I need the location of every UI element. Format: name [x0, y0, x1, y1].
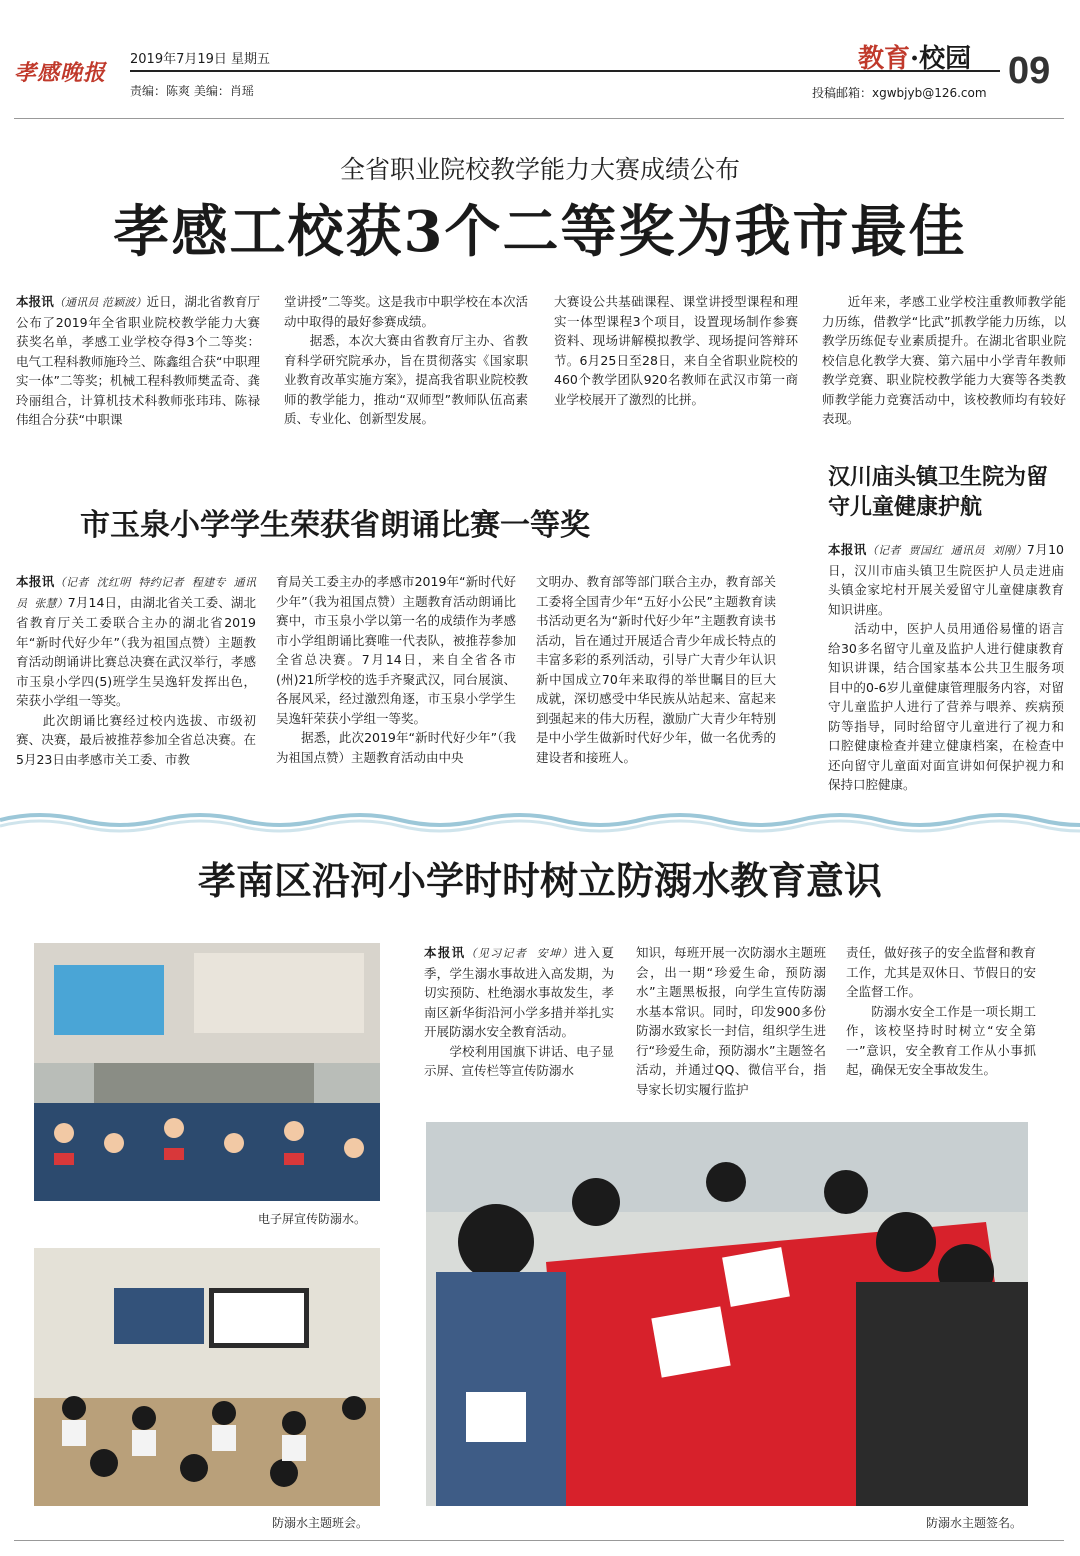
article3-headline: 汉川庙头镇卫生院为留守儿童健康护航	[828, 464, 1049, 520]
article3-body	[828, 540, 1064, 795]
article1-col3: 大赛设公共基础课程、课堂讲授型课程和理实一体型课程3个项目，设置现场制作参赛资料、现场讲解模拟教学、现场提问答辩环节。6月25日至28日，来自全省职业院校的460个教学团队920名教师在武汉市第一商业学校展开了激烈的比拼。	[554, 294, 798, 407]
article1-col1	[16, 292, 260, 430]
article4-col2: 知识，每班开展一次防溺水主题班会，出一期“珍爱生命，预防溺水”主题黑板报，向学生宣传防溺水基本常识。同时，印发900多份防溺水致家长一封信，组织学生进行“珍爱生命，预防溺水”主题签名活动，并通过QQ、微信平台，指导家长切实履行监护	[636, 945, 826, 1097]
byline-credits: （记者 沈红明 特约记者 程建专 通讯员 张慧）	[16, 576, 256, 610]
caption-2: 防溺水主题班会。	[272, 1516, 369, 1530]
editors-line: 责编：陈爽 美编：肖瑶	[130, 84, 254, 98]
photo-electronic-screen	[34, 943, 380, 1201]
photo-class-meeting-illustration	[34, 1248, 380, 1506]
article1-col2: 堂讲授”二等奖。这是我市中职学校在本次活动中取得的最好参赛成绩。 据悉，本次大赛由省教育厅主办、省教育科学研究院承办，旨在贯彻落实《国家职业教育改革实施方案》，提高我省职业院校教师的教学能力，推动“双师型”教师队伍高素质、专业化、创新型发展。	[284, 294, 528, 426]
article2-col2: 育局关工委主办的孝感市2019年“新时代好少年”（我为祖国点赞）主题教育活动朗诵比赛中，市玉泉小学以第一名的成绩作为孝感市小学组朗诵比赛唯一代表队，被推荐参加全省总决赛。7月14日，来自全省各市(州)21所学校的选手齐聚武汉，同台展演、各展风采，经过激烈角逐，市玉泉小学学生吴逸轩荣获小学组一等奖。 据悉，此次2019年“新时代好少年”（我为祖国点赞）主题教育活动由中央	[276, 574, 516, 765]
article2-col1-text: 7月14日，由湖北省关工委、湖北省教育厅关工委联合主办的湖北省2019年“新时代好少年”（我为祖国点赞）主题教育活动朗诵讲比赛总决赛在武汉举行，孝感市玉泉小学四(5)班学生吴逸轩发挥出色，荣获小学组一等奖。 此次朗诵比赛经过校内选拔、市级初赛、决赛，最后被推荐参加全省总决赛。在5月23日由孝感市关工委、市教	[16, 594, 257, 767]
article2-col1	[16, 572, 256, 769]
article2-headline: 市玉泉小学学生荣获省朗诵比赛一等奖	[80, 508, 590, 543]
byline-credits: （记者 贾国红 通讯员 刘刚）	[866, 544, 1027, 557]
page-bottom-rule	[14, 1540, 1064, 1541]
byline-lead: 本报讯	[828, 542, 867, 557]
byline-credits: （见习记者 安坤）	[465, 947, 574, 960]
photo-electronic-screen-illustration	[34, 943, 380, 1201]
byline-lead: 本报讯	[16, 574, 55, 589]
article4-col1-text: 进入夏季，学生溺水事故进入高发期，为切实预防、杜绝溺水事故发生，孝南区新华街沿河小学多措并举扎实开展防溺水安全教育活动。 学校利用国旗下讲话、电子显示屏、宣传栏等宣传防溺水	[424, 945, 614, 1078]
article1-col4: 近年来，孝感工业学校注重教师教学能力历练，借教学“比武”抓教学能力历练，以教学历练促专业素质提升。在湖北省职业院校信息化教学大赛、第六届中小学青年教师教学竞赛、职业院校教学能力大赛等各类教师教学能力竞赛活动中，该校教师均有较好表现。	[822, 294, 1066, 426]
article1-subtitle: 全省职业院校教学能力大赛成绩公布	[339, 155, 740, 184]
submission-email: 投稿邮箱：xgwbjyb@126.com	[812, 86, 987, 100]
masthead-bottom-rule	[14, 118, 1064, 119]
photo-class-meeting	[34, 1248, 380, 1506]
wave-divider	[0, 806, 1080, 836]
page-number: 09	[1008, 50, 1051, 92]
article1-col1-text: 近日，湖北省教育厅公布了2019年全省职业院校教学能力大赛获奖名单，孝感工业学校夺得3个二等奖：电气工程科教师施玲兰、陈鑫组合获“中职理实一体”二等奖；机械工程科教师樊孟奇、龚玲丽组合，计算机技术科教师张玮玮、陈禄伟组合分获“中职课	[16, 294, 260, 427]
photo-signing-activity-illustration	[426, 1122, 1028, 1506]
byline-lead: 本报讯	[16, 294, 54, 309]
article4-col3: 责任，做好孩子的安全监督和教育工作，尤其是双休日、节假日的安全监督工作。 防溺水安全工作是一项长期工作，该校坚持时时树立“安全第一”意识，安全教育工作从小事抓起，确保无安全事故发生。	[846, 945, 1036, 1077]
article1-headline: 孝感工校获3个二等奖为我市最佳	[113, 199, 967, 265]
article4-headline: 孝南区沿河小学时时树立防溺水教育意识	[197, 858, 882, 903]
section-title	[858, 38, 971, 75]
article4-col1	[424, 943, 614, 1081]
caption-1: 电子屏宣传防溺水。	[258, 1212, 367, 1226]
section-title-rest: ·校园	[910, 44, 972, 74]
issue-date: 2019年7月19日 星期五	[130, 52, 271, 67]
caption-3: 防溺水主题签名。	[926, 1516, 1023, 1530]
byline-credits: （通讯员 范颖波）	[53, 296, 147, 309]
photo-signing-activity	[426, 1122, 1028, 1506]
newspaper-logo: 孝感晚报	[14, 60, 107, 86]
article2-col3: 文明办、教育部等部门联合主办，教育部关工委将全国青少年“五好小公民”主题教育读书活动更名为“新时代好少年”主题教育读书活动，旨在通过开展适合青少年成长特点的丰富多彩的系列活动，引导广大青少年认识新中国成立70年来取得的举世瞩目的巨大成就，深切感受中华民族从站起来、富起来到强起来的伟大历程，激励广大青少年特别是中小学生做新时代好少年，做一名优秀的建设者和接班人。	[536, 574, 776, 765]
section-title-red: 教育	[858, 44, 911, 74]
article3-body-text: 7月10日，汉川市庙头镇卫生院医护人员走进庙头镇金家坨村开展关爱留守儿童健康教育知识讲座。 活动中，医护人员用通俗易懂的语言给30多名留守儿童及监护人进行健康教育知识讲课，结合国家基本公共卫生服务项目中的0-6岁儿童健康管理服务内容，对留守儿童监护人进行了营养与喂养、疾病预防等指导，同时给留守儿童进行了视力和口腔健康检查并建立健康档案，在检查中还向留守儿童面对面宣讲如何保护视力和保持口腔健康。	[828, 542, 1064, 792]
byline-lead: 本报讯	[424, 945, 466, 960]
